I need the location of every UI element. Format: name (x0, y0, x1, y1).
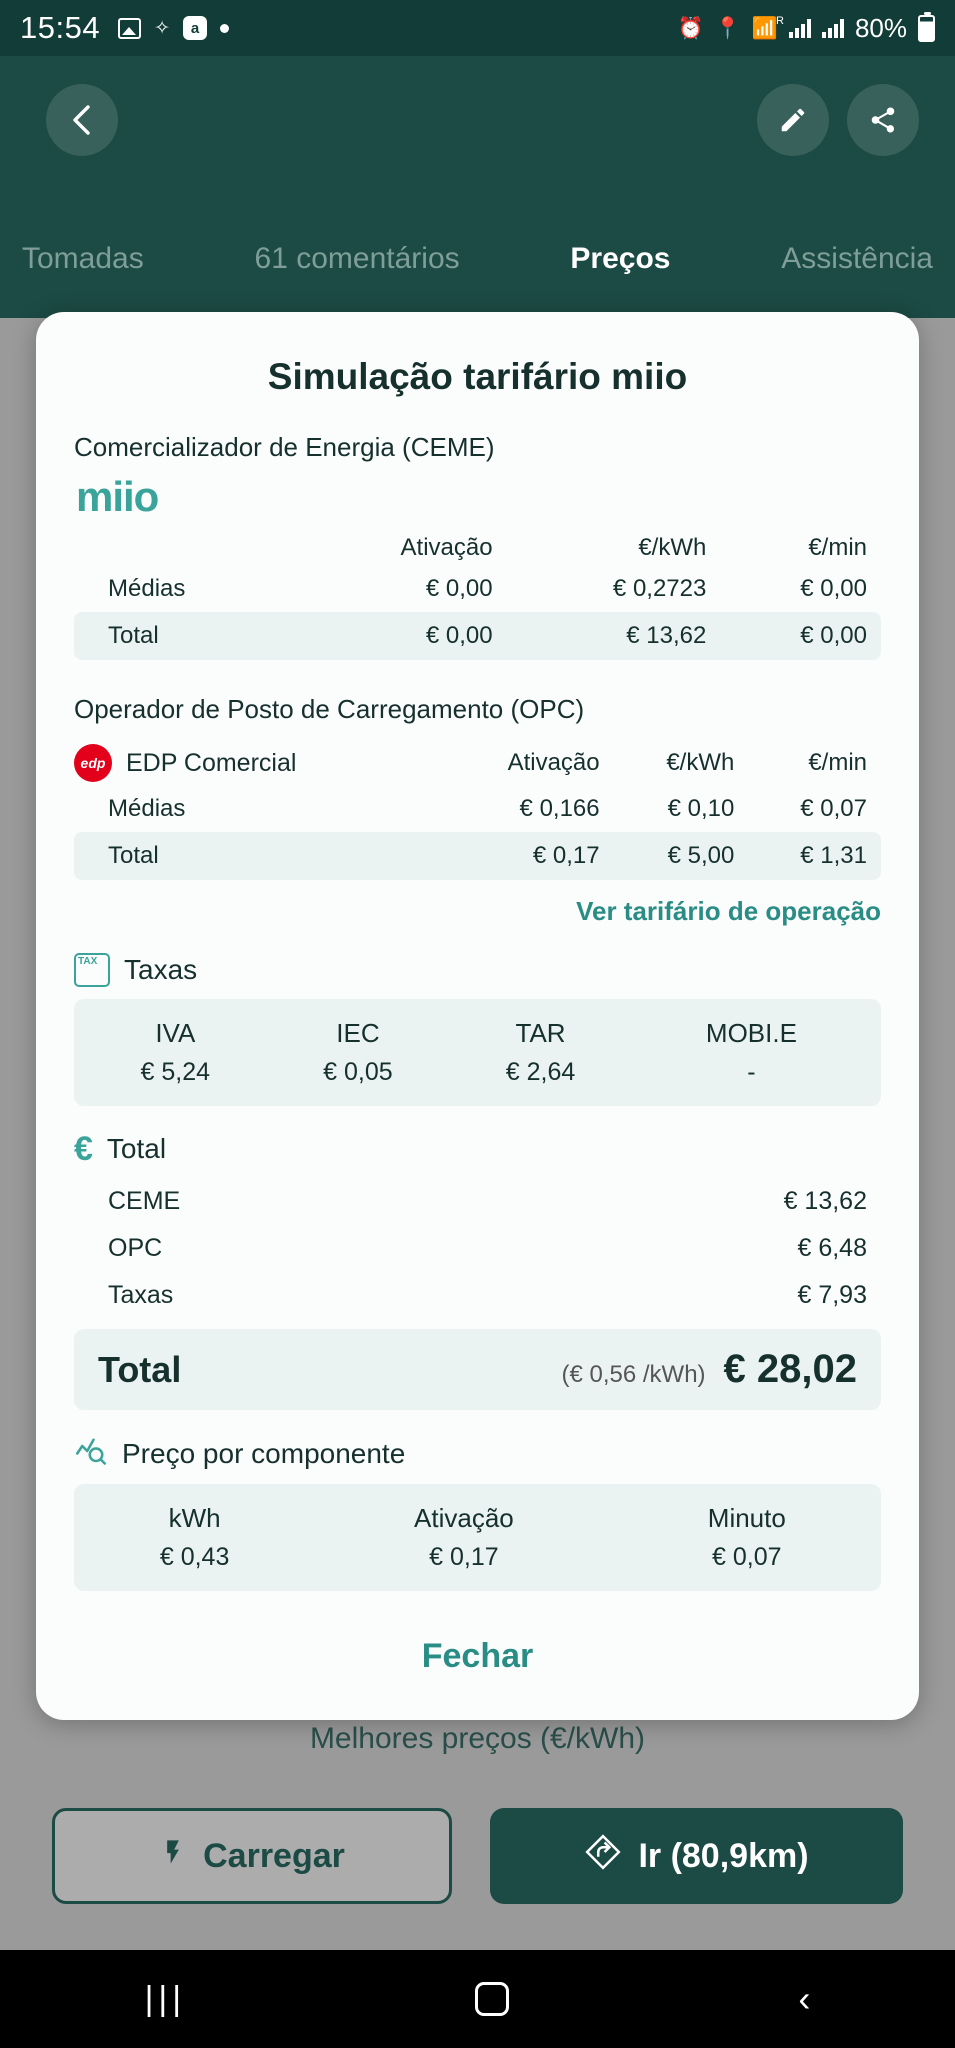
battery-icon (918, 15, 935, 42)
componente-val-kwh: € 0,43 (159, 1543, 230, 1571)
status-bar (0, 0, 955, 56)
taxas-val-mobie: - (747, 1058, 756, 1086)
tariff-link[interactable]: Ver tarifário de operação (576, 896, 881, 926)
ceme-medias-kwh: € 0,2723 (612, 575, 707, 602)
ceme-col-kwh: €/kWh (638, 534, 707, 561)
pencil-icon (778, 105, 808, 135)
ceme-total-kwh: € 13,62 (626, 622, 707, 649)
share-button[interactable] (847, 84, 919, 156)
back-icon[interactable]: ‹ (798, 1978, 811, 2019)
table-row (74, 1225, 881, 1272)
miio-logo: miio (76, 473, 159, 520)
table-row (74, 832, 881, 880)
ceme-medias-label: Médias (108, 575, 186, 602)
table-row (84, 1537, 871, 1575)
status-right-icons (677, 13, 935, 44)
taxas-col-tar: TAR (515, 1018, 566, 1048)
tab-assistencia[interactable]: Assistência (781, 242, 933, 275)
battery-text: 80% (854, 12, 907, 43)
table-row (74, 1272, 881, 1319)
ceme-medias-min: € 0,00 (800, 575, 867, 602)
ceme-col-min: €/min (808, 534, 867, 561)
close-button[interactable]: Fechar (421, 1637, 534, 1675)
componente-header (74, 1436, 881, 1472)
opc-col-ativacao: Ativação (507, 749, 600, 776)
edp-logo-icon: edp (74, 744, 112, 782)
signal2-icon (822, 18, 844, 38)
navigate-button[interactable] (490, 1808, 903, 1904)
charge-button[interactable] (52, 1808, 452, 1904)
opc-col-kwh: €/kWh (666, 749, 735, 776)
componente-val-ativacao: € 0,17 (429, 1543, 499, 1571)
grand-total-unit: (€ 0,56 /kWh) (561, 1361, 706, 1388)
total-taxas-value: € 7,93 (797, 1281, 867, 1309)
opc-medias-label: Médias (108, 795, 186, 822)
opc-medias-ativacao: € 0,166 (519, 795, 600, 822)
wifi-superscript: R (776, 14, 784, 27)
opc-total-kwh: € 5,00 (667, 842, 735, 869)
opc-medias-kwh: € 0,10 (667, 795, 735, 822)
componente-title: Preço por componente (122, 1438, 406, 1469)
ceme-section-label: Comercializador de Energia (CEME) (74, 432, 495, 462)
bottom-actions (52, 1808, 903, 1904)
simulation-modal (36, 312, 919, 1720)
tab-precos[interactable]: Preços (570, 242, 671, 275)
best-prices-label: Melhores preços (€/kWh) (309, 1722, 646, 1755)
system-navbar (0, 1950, 955, 2048)
total-ceme-value: € 13,62 (783, 1187, 867, 1215)
opc-total-min: € 1,31 (800, 842, 867, 869)
total-opc-label: OPC (108, 1234, 163, 1262)
grand-total-label: Total (98, 1349, 182, 1390)
tab-comentarios[interactable]: 61 comentários (254, 242, 460, 275)
total-ceme-label: CEME (108, 1187, 181, 1215)
table-row (84, 1015, 871, 1052)
tax-document-icon: TAX (74, 953, 110, 987)
opc-table (74, 735, 881, 880)
opc-table-header (74, 735, 881, 786)
ceme-total-label: Total (108, 622, 159, 649)
modal-title: Simulação tarifário miio (267, 356, 688, 397)
status-left-icons (118, 16, 229, 40)
header-tabs (0, 242, 955, 276)
bolt-icon (159, 1832, 187, 1881)
table-row (74, 612, 881, 660)
table-row (74, 566, 881, 612)
ceme-medias-ativacao: € 0,00 (425, 575, 493, 602)
photo-icon (118, 18, 141, 39)
taxas-col-iva: IVA (155, 1018, 196, 1048)
componente-table (84, 1500, 871, 1575)
location-pin-icon: 📍 (714, 16, 741, 40)
ceme-total-min: € 0,00 (800, 622, 867, 649)
taxas-val-iva: € 5,24 (140, 1058, 211, 1086)
opc-total-label: Total (108, 842, 159, 869)
charge-button-label: Carregar (203, 1836, 345, 1875)
navigate-icon (584, 1833, 622, 1880)
total-title: Total (106, 1133, 167, 1164)
chart-search-icon (74, 1436, 108, 1472)
opc-total-ativacao: € 0,17 (532, 842, 600, 869)
dot-icon (220, 24, 229, 33)
componente-val-minuto: € 0,07 (712, 1543, 782, 1571)
componente-col-minuto: Minuto (707, 1503, 786, 1533)
total-table (74, 1178, 881, 1319)
table-row (74, 786, 881, 832)
ceme-col-ativacao: Ativação (400, 534, 493, 561)
share-icon (868, 105, 898, 135)
table-row (84, 1052, 871, 1090)
opc-col-min: €/min (808, 749, 867, 776)
opc-provider (74, 744, 439, 782)
table-row (74, 1178, 881, 1225)
ceme-total-ativacao: € 0,00 (425, 622, 493, 649)
taxas-val-iec: € 0,05 (323, 1058, 393, 1086)
wifi-icon: 📶 R (751, 14, 784, 40)
euro-icon: € (74, 1130, 93, 1168)
opc-medias-min: € 0,07 (800, 795, 867, 822)
edit-button[interactable] (757, 84, 829, 156)
app-header (0, 56, 955, 318)
taxas-col-iec: IEC (336, 1018, 380, 1048)
ceme-table (74, 525, 881, 660)
home-icon[interactable] (475, 1982, 509, 2016)
chevron-left-icon (69, 103, 95, 137)
grand-total (74, 1329, 881, 1410)
sparkle-icon: ✧ (154, 17, 170, 39)
taxas-col-mobie: MOBI.E (705, 1018, 797, 1048)
componente-panel (74, 1484, 881, 1591)
opc-provider-name: EDP Comercial (126, 748, 297, 777)
signal-icon (789, 18, 811, 38)
taxas-header (74, 953, 881, 987)
componente-col-ativacao: Ativação (414, 1503, 514, 1533)
recents-icon[interactable]: ||| (144, 1979, 187, 2018)
app-icon: a (183, 16, 207, 40)
tab-tomadas[interactable]: Tomadas (22, 242, 144, 275)
taxas-table (84, 1015, 871, 1090)
opc-section-label: Operador de Posto de Carregamento (OPC) (74, 694, 585, 724)
total-taxas-label: Taxas (108, 1281, 174, 1309)
total-header (74, 1132, 881, 1166)
total-opc-value: € 6,48 (797, 1234, 867, 1262)
navigate-button-label: Ir (80,9km) (638, 1836, 809, 1875)
grand-total-value: € 28,02 (723, 1347, 857, 1391)
ceme-table-header (74, 525, 881, 566)
taxas-panel (74, 999, 881, 1106)
componente-col-kwh: kWh (168, 1503, 221, 1533)
table-row (84, 1500, 871, 1537)
alarm-icon: ⏰ (677, 16, 704, 40)
back-button[interactable] (46, 84, 118, 156)
taxas-val-tar: € 2,64 (505, 1058, 576, 1086)
status-clock: 15:54 (20, 10, 101, 45)
taxas-title: Taxas (124, 954, 198, 985)
